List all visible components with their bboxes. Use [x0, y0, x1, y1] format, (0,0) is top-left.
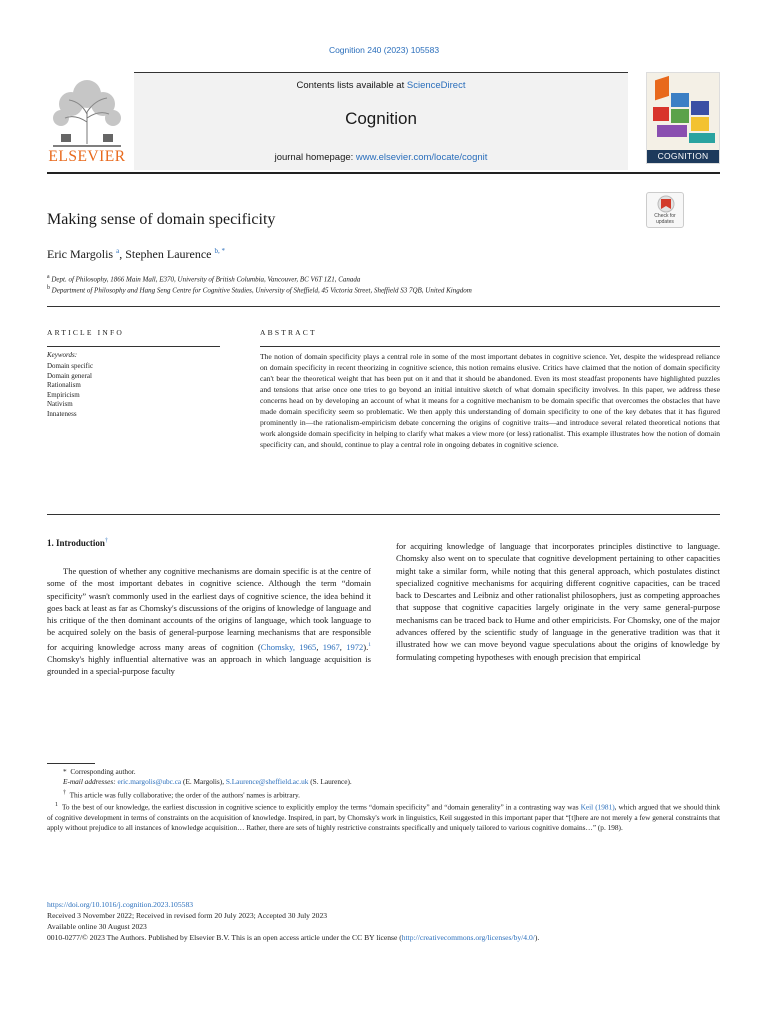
affil-rule [47, 306, 720, 307]
email-link[interactable]: S.Laurence@sheffield.ac.uk [225, 777, 309, 787]
footnote-text: Corresponding author. [70, 767, 136, 776]
keyword: Nativism [47, 400, 73, 408]
intro-heading-text: 1. Introduction [47, 538, 105, 548]
footnote-mark: * [63, 767, 67, 776]
keyword: Innateness [47, 409, 77, 418]
intro-left-column [47, 565, 371, 678]
citation-separator: , [339, 641, 347, 652]
header-rule [47, 172, 720, 174]
license-line [47, 932, 727, 943]
elsevier-wordmark: ELSEVIER [48, 148, 126, 165]
footnote-corresponding [47, 767, 720, 777]
intro-footnote-mark[interactable]: † [104, 538, 108, 544]
check-for-updates-button[interactable] [646, 192, 684, 228]
received-dates: Received 3 November 2022; Received in revised form 20 July 2023; Accepted 30 July 2023 [47, 911, 328, 921]
abstract-bottom-rule [47, 514, 720, 515]
license-text: 0010-0277/© 2023 The Authors. Published by Elsevier B.V. This is an open access article under the CC BY license ( [47, 933, 402, 943]
author-separator: , [119, 247, 126, 261]
article-info-rule [47, 346, 220, 347]
affil-text: Dept. of Philosophy, 1866 Main Mall, E370, University of British Columbia, Vancouver, BC V6T 1Z1, Canada [51, 275, 361, 284]
check-updates-label: Check for updates [654, 213, 676, 225]
elsevier-logo [47, 74, 127, 166]
cover-art-icon [647, 73, 720, 152]
publication-info [47, 899, 727, 943]
license-link[interactable]: http://creativecommons.org/licenses/by/4.0/ [401, 933, 535, 943]
keywords-list [47, 362, 93, 419]
doi-link[interactable]: https://doi.org/10.1016/j.cognition.2023.105583 [47, 900, 194, 909]
intro-text: The question of whether any cognitive mechanisms are domain specific is at the centre of some of the most important debates in cognitive science. Although the term “domain specificity” wasn't commonly used in the earliest days of cognitive science, the idea behind it goes back at least as far as Chomsky's discussions of the origins of knowledge of language and his critique of the then dominant accounts of the origins of language, which took language to be acquired solely on the basis of general-purpose learning mechanisms that are responsible for acquiring knowledge across many areas of cognition ( [47, 566, 371, 652]
intro-text: ). [363, 641, 369, 652]
footnote-text: To the best of our knowledge, the earliest discussion in cognitive science to explicitly employ the terms “domain specificity” and “domain generality” in a contrasting way was [61, 802, 581, 812]
footnote-mark: 1 [55, 802, 59, 809]
author-list [47, 247, 225, 262]
sciencedirect-link[interactable]: ScienceDirect [406, 80, 466, 91]
footnote-text: This article was fully collaborative; the order of the authors' names is arbitrary. [69, 790, 300, 800]
citation-link[interactable]: 1967 [322, 641, 340, 652]
keyword: Domain specific [47, 362, 94, 370]
journal-citation[interactable]: Cognition 240 (2023) 105583 [328, 45, 440, 55]
cover-label: COGNITION [647, 150, 719, 163]
affil-mark: b [47, 285, 50, 291]
footnotes [47, 767, 720, 834]
author-affil-mark[interactable]: b, * [214, 247, 226, 255]
keyword: Rationalism [47, 381, 81, 389]
abstract-rule [260, 346, 720, 347]
affil-mark: a [47, 274, 50, 280]
footnote-rule [47, 763, 95, 764]
homepage-line [134, 152, 628, 163]
footnote-emails [47, 777, 720, 787]
keyword: Domain general [47, 371, 92, 380]
footnote-1-mark[interactable]: 1 [368, 641, 371, 648]
intro-text: Chomsky's highly influential alternative was an approach in which language acquisition is grounded in a special-purpose faculty [47, 653, 371, 677]
citation-link[interactable]: 1972 [346, 641, 364, 652]
citation-link[interactable]: Chomsky, 1965 [260, 641, 317, 652]
email-link[interactable]: eric.margolis@ubc.ca [117, 777, 182, 787]
contents-prefix: Contents lists available at [296, 80, 407, 91]
elsevier-tree-icon [47, 74, 127, 148]
citation-link[interactable]: Keil (1981) [580, 802, 615, 812]
homepage-prefix: journal homepage: [274, 152, 356, 163]
affiliation-a [47, 274, 360, 283]
intro-heading [47, 538, 108, 548]
journal-name: Cognition [345, 109, 417, 128]
keyword: Empiricism [47, 390, 80, 399]
author-affil-mark[interactable]: a [116, 247, 120, 255]
abstract-heading: ABSTRACT [260, 328, 317, 337]
affil-text: Department of Philosophy and Hang Seng Centre for Cognitive Studies, University of Sheffield, 45 Victoria Street, Sheffield S3 7QB, United Kingdom [51, 286, 472, 295]
article-info-heading: ARTICLE INFO [47, 328, 124, 337]
article-title: Making sense of domain specificity [47, 211, 276, 228]
email-label: E-mail addresses: [63, 777, 116, 787]
abstract-text: The notion of domain specificity plays a central role in some of the most important debates in cognitive science. Yet, despite the widespread reliance on domain specificity in recent theorizing in cognitive science, this notion remains elusive. Critics have claimed that the notion of domain specificity can't bear the theoretical weight that has been put on it and that it should be abandoned. Even its most steadfast proponents have highlighted puzzles and tensions that arise once one tries to go beyond an initial intuitive sketch of what domain specificity involves. In this paper, we address these concerns head on by developing an account of what it means for a cognitive mechanism to be domain specific that overcomes the obstacles that have made domain specificity seem so problematic. We then apply this understanding of domain specificity to one of the key debates that it has figured prominently in—the rationalism-empiricism debate concerning the origins of cognitive traits—and introduce several related theoretical notions that work alongside domain specificity in helping to clarify what makes a view more (or less) rationalist. This example illustrates how the notion of domain specificity can, and should, continue to play a central role in ongoing debates in cognitive science. [260, 352, 720, 449]
affiliation-b [47, 285, 472, 294]
footnote-dagger [47, 788, 720, 801]
author-name[interactable]: Eric Margolis [47, 247, 114, 261]
keywords-label: Keywords: [47, 351, 78, 359]
journal-header [134, 72, 628, 170]
intro-right-column: for acquiring knowledge of language that incorporates principles distinctive to language. Chomsky also went on to speculate that cognitive development pertaining to other capacities might take a similar form, while noting that this general approach, which postulates distinct specialized cognitive mechanisms for acquiring different cognitive capacities, can be traced back to Descartes and Leibniz and other rationalist philosophers, just as competing approaches that suppose that cognitive capacities largely originate in the very same general-purpose mechanisms can be traced back to Hume and other empiricists. For Chomsky, one of the major advances offered by the scientific study of language in the generative tradition was that it illustrated how we can move beyond vague speculations about the origins of knowledge by formulating competing hypotheses with enough precision that empirical [396, 541, 720, 662]
citation-separator: , [316, 641, 323, 652]
email-owner: (S. Laurence). [308, 777, 352, 787]
footnote-mark: † [63, 789, 67, 796]
author-name[interactable]: Stephen Laurence [125, 247, 212, 261]
journal-cover[interactable] [646, 72, 720, 164]
online-date: Available online 30 August 2023 [47, 922, 147, 932]
email-owner: (E. Margolis), [181, 777, 226, 787]
contents-line [134, 80, 628, 91]
check-updates-icon [647, 193, 685, 213]
footnote-1 [47, 800, 720, 833]
license-text: ). [534, 933, 540, 943]
footnote-text: , which argued that we should think of cognitive development in terms of constraints on the acquisition of knowledge. Inspired, in part, by Chomsky's work in linguistics, Keil suggested in this important paper that “[t]here are not merely a few general constraints that apply without prejudice to all instances of knowledge acquisition… Rather, there are sets of highly restrictive constraints specifically and uniquely tailored to various cognitive domains…” (p. 198). [47, 802, 720, 833]
homepage-link[interactable]: www.elsevier.com/locate/cognit [355, 152, 488, 163]
